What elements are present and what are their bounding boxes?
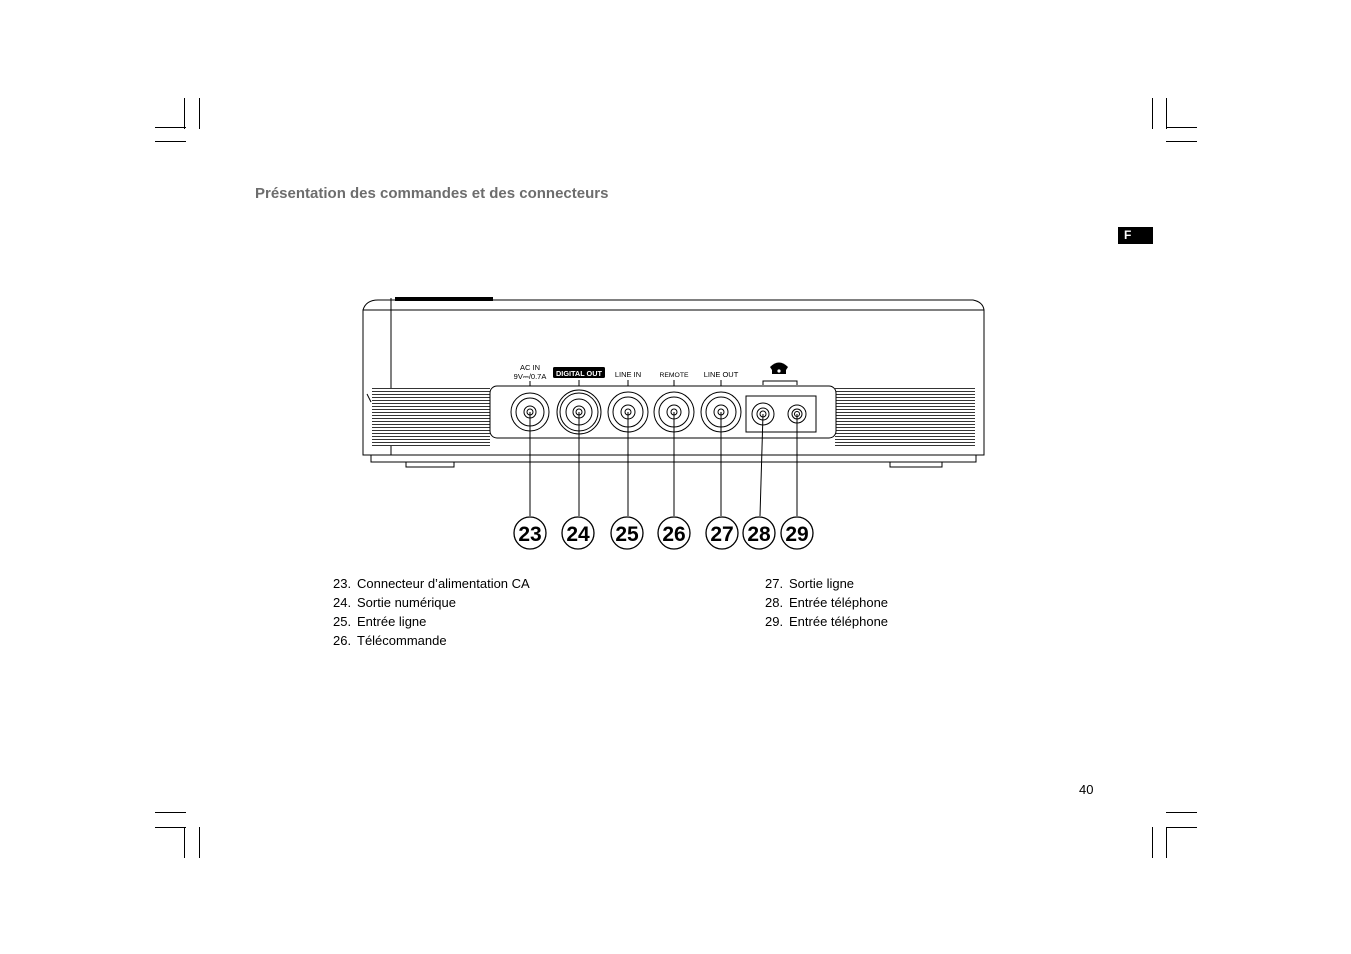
callout-26: 26 xyxy=(662,523,686,546)
ac-in-label: AC IN xyxy=(519,363,541,372)
foot-left xyxy=(406,462,454,467)
legend-number: 28. xyxy=(765,595,784,610)
legend-text: Sortie ligne xyxy=(789,576,855,591)
callout-23: 23 xyxy=(518,523,542,546)
legend-item xyxy=(333,593,530,612)
crop-mark xyxy=(1166,827,1167,858)
digital-out-label: DIGITAL OUT xyxy=(556,369,602,378)
crop-mark xyxy=(1166,827,1197,828)
legend-number: 26. xyxy=(333,633,352,648)
crop-mark xyxy=(199,827,200,858)
legend-item xyxy=(333,574,530,593)
legend-number: 25. xyxy=(333,614,352,629)
left-speaker-grille xyxy=(372,388,490,446)
legend-text: Entrée téléphone xyxy=(789,595,889,610)
legend-text: Entrée téléphone xyxy=(789,614,889,629)
legend-item xyxy=(333,612,530,631)
legend-number: 24. xyxy=(333,595,352,610)
callout-28: 28 xyxy=(747,523,771,546)
language-tab: F xyxy=(1118,227,1153,244)
legend-text: Sortie numérique xyxy=(357,595,456,610)
legend-item xyxy=(765,593,888,612)
legend-item xyxy=(765,574,888,593)
section-title: Présentation des commandes et des connecteurs xyxy=(255,185,609,202)
legend-right-column xyxy=(765,574,888,631)
crop-mark xyxy=(1152,98,1153,129)
crop-mark xyxy=(184,827,185,858)
crop-mark xyxy=(155,827,186,828)
crop-mark xyxy=(155,141,186,142)
legend-text: Connecteur d’alimentation CA xyxy=(357,576,530,591)
callout-24: 24 xyxy=(566,523,590,546)
crop-mark xyxy=(1166,98,1167,129)
line-out-label: LINE OUT xyxy=(703,370,739,379)
line-in-label: LINE IN xyxy=(614,370,642,379)
legend-item xyxy=(333,631,530,650)
crop-mark xyxy=(184,98,185,129)
device-top-edge xyxy=(363,300,984,310)
foot-right xyxy=(890,462,942,467)
callout-29: 29 xyxy=(785,523,809,546)
legend-number: 27. xyxy=(765,576,784,591)
page-number: 40 xyxy=(1079,782,1094,797)
legend-text: Entrée ligne xyxy=(357,614,427,629)
callout-25: 25 xyxy=(615,523,639,546)
crop-mark xyxy=(1166,141,1197,142)
crop-mark xyxy=(155,812,186,813)
remote-label: REMOTE xyxy=(659,372,689,379)
crop-mark xyxy=(1166,812,1197,813)
ac-in-rating-label: 9V⎓/0.7A xyxy=(513,372,547,381)
crop-mark xyxy=(1166,127,1197,128)
callout-27: 27 xyxy=(710,523,734,546)
crop-mark xyxy=(155,127,186,128)
legend-number: 29. xyxy=(765,614,784,629)
legend-left-column xyxy=(333,574,530,650)
legend-number: 23. xyxy=(333,576,352,591)
right-speaker-grille xyxy=(835,388,975,446)
crop-mark xyxy=(1152,827,1153,858)
legend-text: Télécommande xyxy=(357,633,447,648)
top-button xyxy=(395,297,493,301)
crop-mark xyxy=(199,98,200,129)
device-rear-panel-diagram xyxy=(355,292,995,557)
legend-item xyxy=(765,612,888,631)
